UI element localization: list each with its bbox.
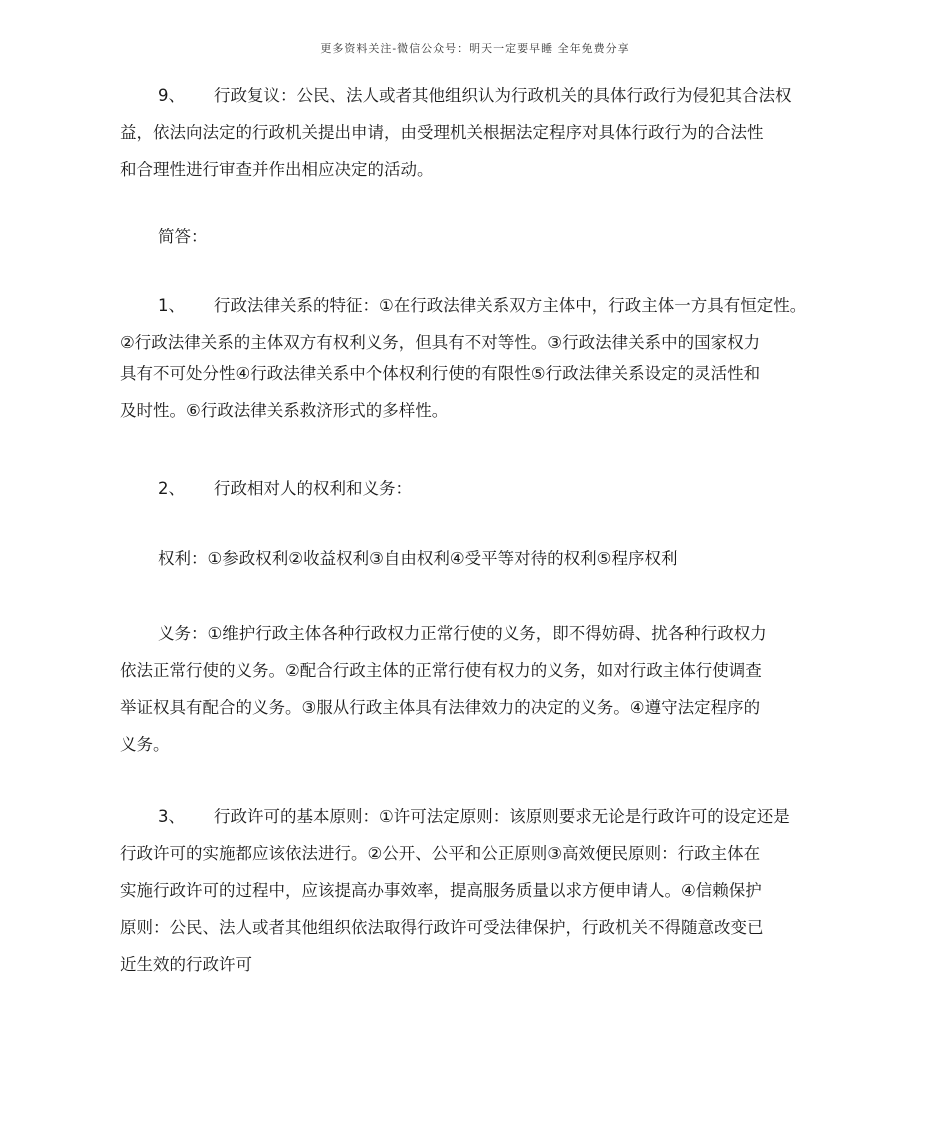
question-3-line-3: 实施行政许可的过程中，应该提高办事效率，提高服务质量以求方便申请人。④信赖保护 — [120, 881, 762, 900]
question-3-line-1: 行政许可的基本原则：①许可法定原则：该原则要求无论是行政许可的设定还是 — [214, 807, 790, 826]
question-3-number: 3、 — [158, 807, 185, 826]
question-3-line-4: 原则：公民、法人或者其他组织依法取得行政许可受法律保护，行政机关不得随意改变已 — [120, 918, 764, 937]
question-2-title: 行政相对人的权利和义务： — [214, 479, 412, 498]
question-1-line-1: 行政法律关系的特征：①在行政法律关系双方主体中，行政主体一方具有恒定性。 — [214, 296, 807, 315]
item-9-first-line — [120, 77, 840, 114]
question-1-first-line — [120, 287, 840, 324]
item-9-number: 9、 — [158, 86, 185, 105]
duties-line-2: 依法正常行使的义务。②配合行政主体的正常行使有权力的义务，如对行政主体行使调查 — [120, 661, 762, 680]
item-9-line-1: 行政复议：公民、法人或者其他组织认为行政机关的具体行政行为侵犯其合法权 — [214, 86, 792, 105]
question-1-line-3: 具有不可处分性④行政法律关系中个体权利行使的有限性⑤行政法律关系设定的灵活性和 — [120, 364, 761, 383]
rights-line: 权利：①参政权利②收益权利③自由权利④受平等对待的权利⑤程序权利 — [158, 549, 678, 568]
question-2-heading — [120, 470, 840, 507]
question-3-paragraph — [120, 798, 840, 983]
item-9-line-3: 和合理性进行审查并作出相应决定的活动。 — [120, 160, 434, 179]
question-3-line-2: 行政许可的实施都应该依法进行。②公开、公平和公正原则③高效便民原则：行政主体在 — [120, 844, 761, 863]
item-9-line-2: 益，依法向法定的行政机关提出申请，由受理机关根据法定程序对具体行政行为的合法性 — [120, 123, 764, 142]
question-2-first-line — [120, 470, 840, 507]
question-3-line-5: 近生效的行政许可 — [120, 955, 252, 974]
page-header: 更多资料关注-微信公众号：明天一定要早睡 全年免费分享 — [320, 42, 630, 55]
question-2-duties — [120, 615, 840, 763]
question-1-paragraph — [120, 287, 840, 429]
question-1-number: 1、 — [158, 296, 185, 315]
question-3-first-line — [120, 798, 840, 835]
question-2-rights — [120, 540, 840, 577]
duties-line-4: 义务。 — [120, 735, 170, 754]
question-2-number: 2、 — [158, 479, 185, 498]
question-1-line-2: ②行政法律关系的主体双方有权利义务，但具有不对等性。③行政法律关系中的国家权力 — [120, 333, 761, 352]
duties-line-3: 举证权具有配合的义务。③服从行政主体具有法律效力的决定的义务。④遵守法定程序的 — [120, 698, 761, 717]
item-9-paragraph — [120, 77, 840, 188]
duties-line-1: 义务：①维护行政主体各种行政权力正常行使的义务，即不得妨碍、扰各种行政权力 — [158, 624, 767, 643]
short-answer-section — [120, 218, 840, 255]
question-1-line-4: 及时性。⑥行政法律关系救济形式的多样性。 — [120, 401, 449, 420]
short-answer-label: 简答： — [158, 227, 208, 246]
